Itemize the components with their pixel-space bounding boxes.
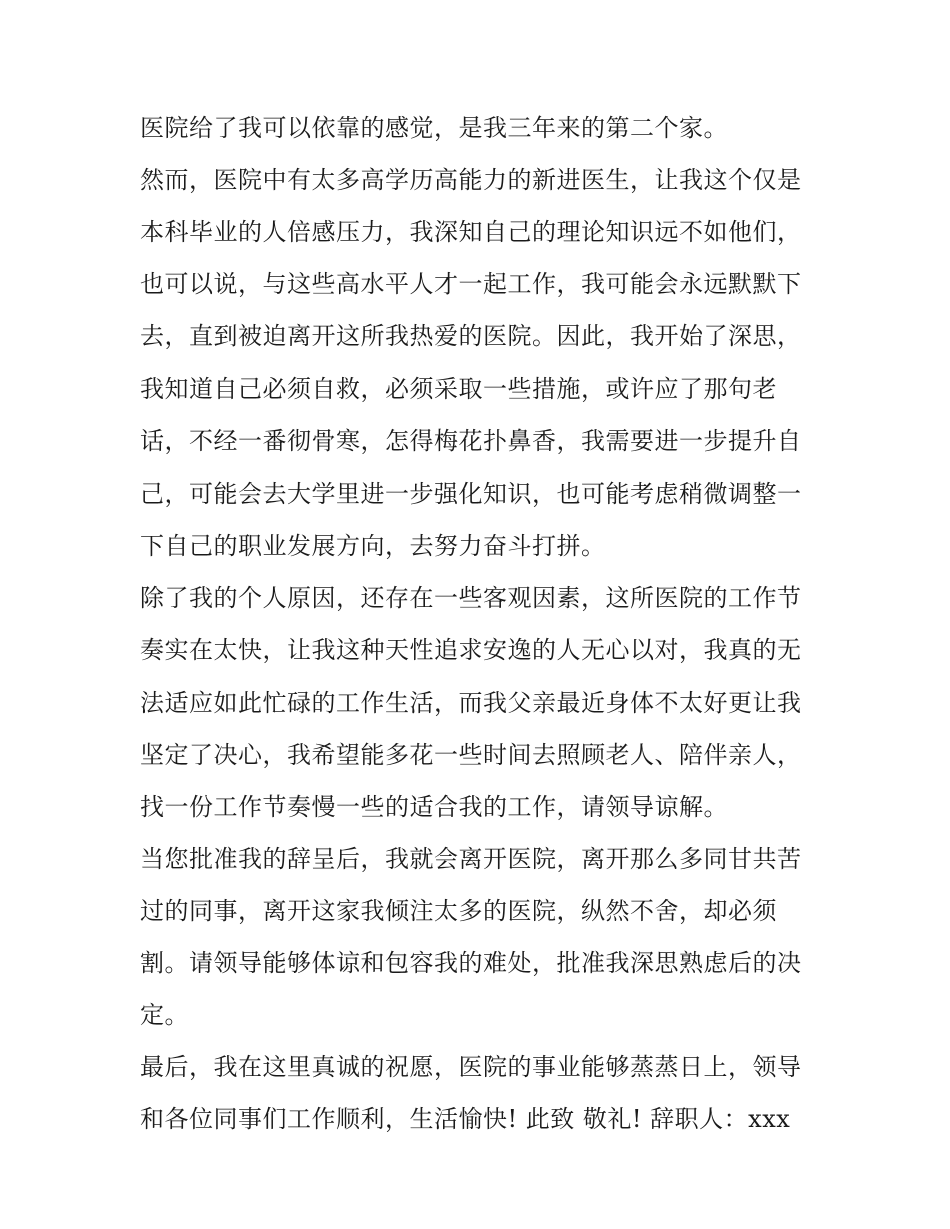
text-line: 己，可能会去大学里进一步强化知识，也可能考虑稍微调整一 (140, 480, 802, 508)
text-line: 当您批准我的辞呈后，我就会离开医院，离开那么多同甘共苦 (140, 845, 802, 873)
text-line: 割。请领导能够体谅和包容我的难处，批准我深思熟虑后的决 (140, 949, 802, 977)
text-line: 定。 (140, 1001, 189, 1029)
text-line: 坚定了决心，我希望能多花一些时间去照顾老人、陪伴亲人， (140, 741, 802, 769)
text-line: 和各位同事们工作顺利，生活愉快! 此致 敬礼! 辞职人：xxx (140, 1105, 791, 1133)
text-line: 我知道自己必须自救，必须采取一些措施，或许应了那句老 (140, 375, 777, 403)
text-line: 也可以说，与这些高水平人才一起工作，我可能会永远默默下 (140, 270, 802, 298)
text-line: 话，不经一番彻骨寒，怎得梅花扑鼻香，我需要进一步提升自 (140, 427, 802, 455)
text-line: 医院给了我可以依靠的感觉，是我三年来的第二个家。 (140, 114, 728, 142)
text-line: 找一份工作节奏慢一些的适合我的工作，请领导谅解。 (140, 793, 728, 821)
text-line: 法适应如此忙碌的工作生活，而我父亲最近身体不太好更让我 (140, 689, 802, 717)
text-line: 去，直到被迫离开这所我热爱的医院。因此，我开始了深思， (140, 322, 802, 350)
text-line: 然而，医院中有太多高学历高能力的新进医生，让我这个仅是 (140, 166, 802, 194)
text-line: 除了我的个人原因，还存在一些客观因素，这所医院的工作节 (140, 584, 802, 612)
text-line: 下自己的职业发展方向，去努力奋斗打拼。 (140, 532, 606, 560)
text-line: 最后，我在这里真诚的祝愿，医院的事业能够蒸蒸日上，领导 (140, 1053, 802, 1081)
text-line: 本科毕业的人倍感压力，我深知自己的理论知识远不如他们， (140, 218, 802, 246)
text-line: 奏实在太快，让我这种天性追求安逸的人无心以对，我真的无 (140, 636, 802, 664)
text-line: 过的同事，离开这家我倾注太多的医院，纵然不舍，却必须 (140, 897, 777, 925)
